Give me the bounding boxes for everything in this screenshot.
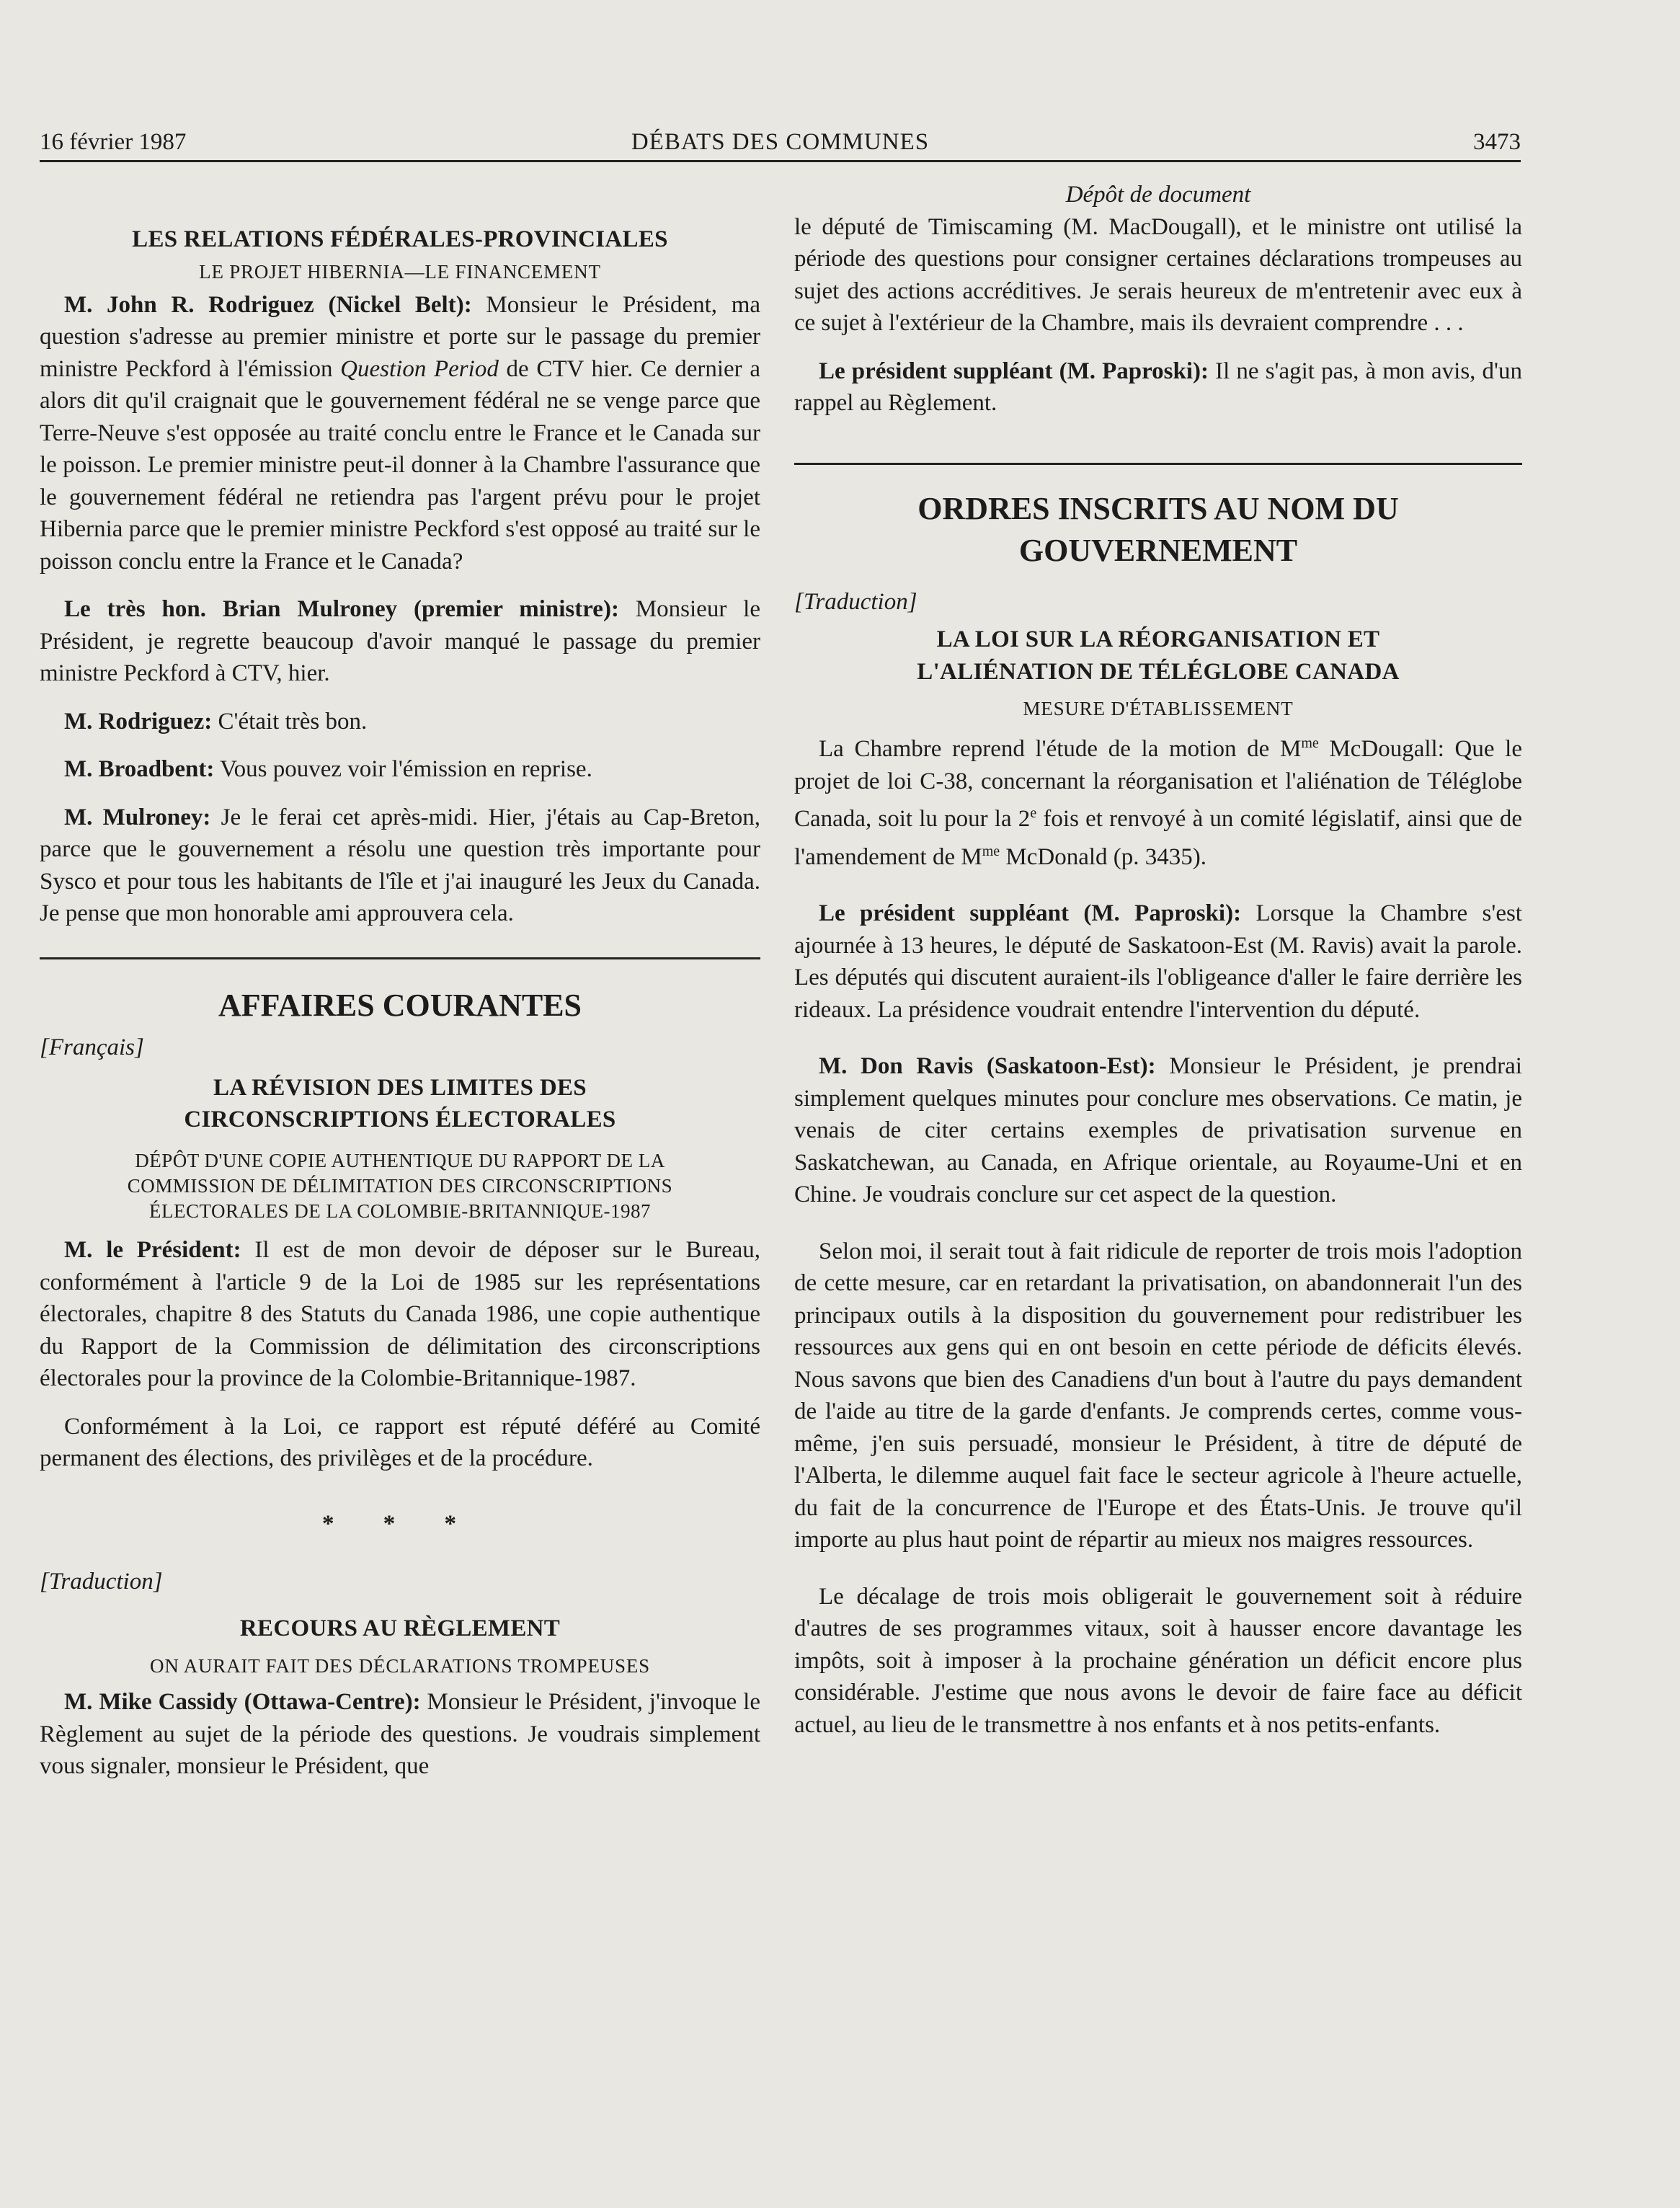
speaker-mulroney: M. Mulroney: [64, 804, 211, 830]
running-head [40, 126, 1521, 159]
paragraph-ravis [794, 1050, 1522, 1211]
heading-loi-teleglobe [794, 624, 1522, 688]
paragraph-mulroney-1 [40, 593, 760, 690]
heading-ordres-line2: GOUVERNEMENT [1018, 532, 1298, 568]
subheading-hibernia: LE PROJET HIBERNIA—LE FINANCEMENT [199, 260, 601, 283]
paragraph-motion [794, 727, 1522, 873]
paragraph-cassidy-cont: le député de Timiscaming (M. MacDougall), et le ministre ont utilisé la période des questions pour consigner certaines déclarations trompeuses au sujet des actions accréditives. Je serais heureux de m'entretenir avec eux à ce sujet à l'extérieur de la Chambre, mais ils devraient comprendre . . . [794, 213, 1522, 336]
speaker-cassidy: M. Mike Cassidy (Ottawa-Centre): [64, 1689, 421, 1715]
speaker-paproski-1: Le président suppléant (M. Paproski): [819, 358, 1209, 384]
subheading-depot-line2: COMMISSION DE DÉLIMITATION DES CIRCONSCRIPTIONS [127, 1175, 673, 1197]
text-president: Il est de mon devoir de déposer sur le Bureau, conformément à l'article 9 de la Loi de 1985 sur les représentations électorales, chapitre 8 des Statuts du Canada 1986, une copie authentique du Rapport de la Commission de délimitation des circonscriptions électorales pour la province de la Colombie-Britannique-1987. [40, 1237, 761, 1391]
text-question-period: Question Period [340, 355, 499, 382]
text-paproski-2: Lorsque la Chambre s'est ajournée à 13 heures, le député de Saskatoon-Est (M. Ravis) avait la parole. Les députés qui discutent auraient-ils l'obligeance d'aller le faire derrière les rideaux. La présidence voudrait entendre l'intervention du député. [794, 900, 1522, 1023]
paragraph-paproski-2 [794, 897, 1522, 1026]
paragraph-cassidy [40, 1686, 760, 1783]
speaker-president: M. le Président: [64, 1237, 241, 1263]
speaker-ravis: M. Don Ravis (Saskatoon-Est): [819, 1053, 1156, 1079]
paragraph-decalage: Le décalage de trois mois obligerait le gouvernement soit à réduire d'autres de ses programmes vitaux, soit à hausser encore davantage les impôts, soit à imposer à la prochaine génération un déficit encore plus considérable. J'estime que nous avons le devoir de faire face au déficit actuel, au lieu de le transmettre à nos enfants et à nos petits-enfants. [794, 1583, 1522, 1738]
subheading-depot-line3: ÉLECTORALES DE LA COLOMBIE-BRITANNIQUE-1987 [148, 1200, 652, 1222]
left-column [40, 179, 760, 1783]
language-tag-francais: [Français] [40, 1034, 144, 1060]
subheading-mesure-etablissement: MESURE D'ÉTABLISSEMENT [1023, 698, 1294, 719]
text-rodriguez-2: C'était très bon. [218, 708, 368, 735]
header-date: 16 février 1987 [40, 129, 187, 155]
heading-revision-line2: CIRCONSCRIPTIONS ÉLECTORALES [184, 1107, 616, 1132]
header-title: DÉBATS DES COMMUNES [631, 129, 930, 155]
text-motion-d: McDonald (p. 3435). [1005, 843, 1207, 870]
header-page-number: 3473 [1473, 129, 1521, 155]
text-motion-b: McDougall: Que le projet de loi C-38, concernant la réorganisation et l'aliénation de Téléglobe Canada, soit lu pour la 2 [794, 736, 1522, 832]
heading-affaires-courantes: AFFAIRES COURANTES [218, 987, 582, 1023]
text-cassidy: Monsieur le Président, j'invoque le Règlement au sujet de la période des questions. Je voudrais simplement vous signaler, monsieur le Président, que [40, 1689, 760, 1779]
paragraph-paproski-1 [794, 355, 1522, 420]
paragraph-broadbent [40, 753, 760, 786]
speaker-broadbent: M. Broadbent: [64, 756, 215, 782]
section-heading-federal-provincial: LES RELATIONS FÉDÉRALES-PROVINCIALES [132, 226, 668, 252]
text-paproski-1: Il ne s'agit pas, à mon avis, d'un rappel au Règlement. [794, 358, 1522, 416]
subheading-depot-line1: DÉPÔT D'UNE COPIE AUTHENTIQUE DU RAPPORT DE LA [135, 1150, 665, 1171]
speaker-mulroney-pm: Le très hon. Brian Mulroney (premier ministre): [64, 596, 619, 622]
text-motion-a: La Chambre reprend l'étude de la motion de M [819, 736, 1302, 762]
heading-loi-line1: LA LOI SUR LA RÉORGANISATION ET [936, 626, 1380, 652]
language-tag-traduction-left: [Traduction] [40, 1569, 163, 1595]
heading-revision-line1: LA RÉVISION DES LIMITES DES [213, 1075, 587, 1101]
speaker-rodriguez: M. John R. Rodriguez (Nickel Belt): [64, 291, 472, 318]
paragraph-selon-moi: Selon moi, il serait tout à fait ridicule de reporter de trois mois l'adoption de cette mesure, car en retardant la privatisation, on abandonnerait l'un des principaux outils à la disposition du gouvernement pour redistribuer les ressources aux gens qui en ont besoin en cette période de déficits élevés. Nous savons que bien des Canadiens d'un bout à l'autre du pays demandent de l'aide au titre de la garde d'enfants. Je comprends certes, comme vous-même, j'en suis persuadé, monsieur le Président, à titre de député de l'Alberta, le dilemme auquel fait face le secteur agricole à l'heure actuelle, du fait de la concurrence de l'Europe et des États-Unis. Je trouve qu'il importe au plus haut point de répartir au mieux nos maigres ressources. [794, 1238, 1522, 1553]
text-rodriguez-a: Monsieur le Président, ma question s'adresse au premier ministre et porte sur le passage du premier ministre Peckford à l'émission [40, 291, 761, 382]
text-broadbent: Vous pouvez voir l'émission en reprise. [220, 756, 592, 782]
heading-loi-line2: L'ALIÉNATION DE TÉLÉGLOBE CANADA [917, 659, 1400, 685]
heading-ordres-line1: ORDRES INSCRITS AU NOM DU [917, 490, 1399, 526]
text-rodriguez-b: de CTV hier. Ce dernier a alors dit qu'il craignait que le gouvernement fédéral ne se venge parce que Terre-Neuve s'est opposée au traité conclu entre le France et le Canada sur le poisson. Le premier ministre peut-il donner à la Chambre l'assurance que le gouvernement fédéral ne retiendra pas l'argent prévu pour le projet Hibernia parce que le premier ministre Peckford s'est opposé au traité sur le poisson conclu entre la France et le Canada? [40, 355, 761, 575]
paragraph-rodriguez-2 [40, 706, 760, 738]
text-mulroney-1: Monsieur le Président, je regrette beaucoup d'avoir manqué le passage du premier ministre Peckford à CTV, hier. [40, 596, 760, 686]
language-tag-traduction-right: [Traduction] [794, 588, 917, 615]
caption-depot-document: Dépôt de document [1065, 182, 1251, 208]
paragraph-conformement: Conformément à la Loi, ce rapport est réputé déféré au Comité permanent des élections, des privilèges et de la procédure. [40, 1413, 760, 1471]
superscript-me-1: me [1301, 735, 1319, 751]
text-ravis: Monsieur le Président, je prendrai simplement quelques minutes pour conclure mes observations. Ce matin, je venais de citer certains exemples de privatisation survenue en Saskatchewan, au Canada, en Afrique orientale, au Royaume-Uni et en Chine. Je voudrais conclure sur cet aspect de la question. [794, 1053, 1522, 1207]
header-rule [40, 160, 1521, 162]
heading-ordres-inscrits [794, 488, 1522, 572]
superscript-e: e [1030, 805, 1037, 821]
section-stars: * * * [322, 1510, 478, 1537]
paragraph-rodriguez [40, 289, 760, 578]
heading-recours-reglement: RECOURS AU RÈGLEMENT [239, 1615, 561, 1641]
superscript-me-2: me [982, 843, 1000, 859]
speaker-rodriguez-2: M. Rodriguez: [64, 708, 213, 735]
text-motion-c: fois et renvoyé à un comité législatif, ainsi que de l'amendement de M [794, 806, 1523, 870]
section-rule-left [40, 957, 760, 959]
subheading-declarations-trompeuses: ON AURAIT FAIT DES DÉCLARATIONS TROMPEUSES [150, 1655, 650, 1677]
subheading-depot-copie [40, 1148, 760, 1224]
paragraph-president [40, 1234, 760, 1395]
right-column [794, 179, 1522, 1741]
section-rule-right [794, 463, 1522, 465]
text-mulroney-2: Je le ferai cet après-midi. Hier, j'étais au Cap-Breton, parce que le gouvernement a résolu une question très importante pour Sysco et pour tous les habitants de l'île et j'ai inauguré les Jeux du Canada. Je pense que mon honorable ami approuvera cela. [40, 804, 760, 926]
heading-revision-limites [40, 1072, 760, 1135]
paragraph-mulroney-2 [40, 802, 760, 930]
speaker-paproski-2: Le président suppléant (M. Paproski): [819, 900, 1242, 926]
